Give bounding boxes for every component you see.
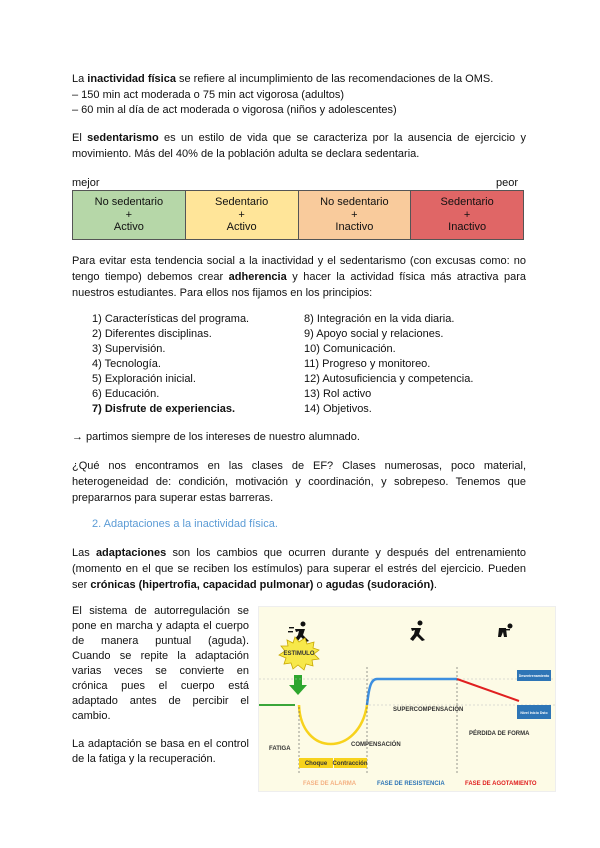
tired-runner-icon xyxy=(498,624,513,638)
scale-cell-top: No sedentario xyxy=(320,196,389,209)
runner-icon xyxy=(410,621,425,642)
scale-cell-mid: + xyxy=(238,208,245,221)
phase-alarm: FASE DE ALARMA xyxy=(303,781,357,787)
scale-cell-top: Sedentario xyxy=(215,196,269,209)
phase-exhaustion: FASE DE AGOTAMIENTO xyxy=(465,781,537,787)
list-item: 10) Comunicación. xyxy=(304,343,396,355)
principles-list-right xyxy=(304,312,473,417)
scale-cell-mid: + xyxy=(125,208,133,221)
adaptation-text: El sistema de autorregulación se pone en marcha y adapta el cuerpo de manera puntual (aguda). Cuando se repite la adaptación varias veces se convierte en crónica pues el cuerpo está adaptado antes de percibir el cambio. xyxy=(72,605,249,722)
scale-cell-top: No sedentario xyxy=(94,196,164,209)
adaptation-diagram xyxy=(258,606,556,792)
shock-label: Choque xyxy=(304,761,328,767)
para1-line3: – 60 min al día de act moderada o vigorosa (niños y adolescentes) xyxy=(72,104,397,116)
scale-cell-bottom: Inactivo xyxy=(335,221,374,234)
scale-label-best: mejor xyxy=(72,177,100,189)
scale-cell-top: Sedentario xyxy=(440,196,494,209)
activity-scale xyxy=(72,190,524,240)
para4: ¿Qué nos encontramos en las clases de EF? Clases numerosas, poco material, heterogeneidad de: condición, motivación y coordinación, y sobrepeso. Tenemos que prepararnos para superar estas barreras. xyxy=(72,460,526,504)
scale-cell-mid: + xyxy=(351,208,358,221)
para5: Las adaptaciones son los cambios que ocurren durante y después del entrenamiento (momento en el que se reciben los estímulos) para superar el estrés del ejercicio. Pueden ser crónicas (hipertrofia, capacidad pulmonar) o agudas (sudoración). xyxy=(72,547,526,591)
scale-cell-bottom: Inactivo xyxy=(448,221,487,234)
list-item: 11) Progreso y monitoreo. xyxy=(304,358,431,370)
down-arrow-icon xyxy=(289,685,307,695)
list-item: 12) Autosuficiencia y competencia. xyxy=(304,373,474,385)
svg-text:Desentrenamiento: Desentrenamiento xyxy=(518,674,550,678)
scale-cell xyxy=(411,191,523,239)
scale-cell xyxy=(73,191,186,239)
runner-icon xyxy=(288,622,309,643)
scale-cell-bottom: Activo xyxy=(113,221,144,234)
principles-list-left xyxy=(92,312,249,417)
supercompensation-label: SUPERCOMPENSACIÓN xyxy=(393,707,464,713)
list-item: 8) Integración en la vida diaria. xyxy=(304,313,455,325)
fatigue-curve xyxy=(299,705,367,744)
phase-resistance: FASE DE RESISTENCIA xyxy=(377,781,445,787)
fatigue-label: FATIGA xyxy=(269,746,291,752)
supercompensation-curve xyxy=(367,679,457,705)
scale-cell xyxy=(299,191,412,239)
list-item: 4) Tecnología. xyxy=(92,358,161,370)
scale-label-worst: peor xyxy=(496,177,519,189)
para2: El sedentarismo es un estilo de vida que se caracteriza por la ausencia de ejercicio y movimiento. Más del 40% de la población adulta se declara sedentaria. xyxy=(72,132,526,160)
loss-line xyxy=(457,679,519,701)
para1-line2: – 150 min act moderada o 75 min act vigorosa (adultos) xyxy=(72,89,345,101)
list-item: 7) Disfrute de experiencias. xyxy=(92,403,236,415)
list-item: 1) Características del programa. xyxy=(92,313,250,325)
scale-cell-mid: + xyxy=(463,208,471,221)
svg-text:Nivel Inicio Dsto: Nivel Inicio Dsto xyxy=(520,711,548,715)
loss-label: PÉRDIDA DE FORMA xyxy=(469,731,530,737)
adaptation-control-text: La adaptación se basa en el control de la fatiga y la recuperación. xyxy=(72,738,249,765)
scale-cell xyxy=(186,191,299,239)
para1-line1: La inactividad física se refiere al incumplimiento de las recomendaciones de la OMS. xyxy=(72,73,494,85)
scale-cell-bottom: Activo xyxy=(226,221,257,234)
contraction-label: Contracción xyxy=(332,761,368,767)
stimulus-label: ESTIMULO xyxy=(283,651,315,657)
list-item: 13) Rol activo xyxy=(304,388,372,400)
list-item: 3) Supervisión. xyxy=(92,343,166,355)
list-item: 14) Objetivos. xyxy=(304,403,372,415)
para3: Para evitar esta tendencia social a la inactividad y el sedentarismo (con excusas como: no tengo tiempo) debemos crear adherencia y hacer la actividad física más atractiva para nuestros estudiantes. Para ellos nos fijamos en los principios: xyxy=(72,255,526,299)
compensation-label: COMPENSACIÓN xyxy=(351,742,401,748)
arrow-line: → partimos siempre de los intereses de nuestro alumnado. xyxy=(72,431,360,443)
list-item: 9) Apoyo social y relaciones. xyxy=(304,328,444,340)
section-heading: 2. Adaptaciones a la inactividad física. xyxy=(92,518,278,530)
list-item: 6) Educación. xyxy=(92,388,160,400)
list-item: 5) Exploración inicial. xyxy=(92,373,196,385)
list-item: 2) Diferentes disciplinas. xyxy=(92,328,212,340)
